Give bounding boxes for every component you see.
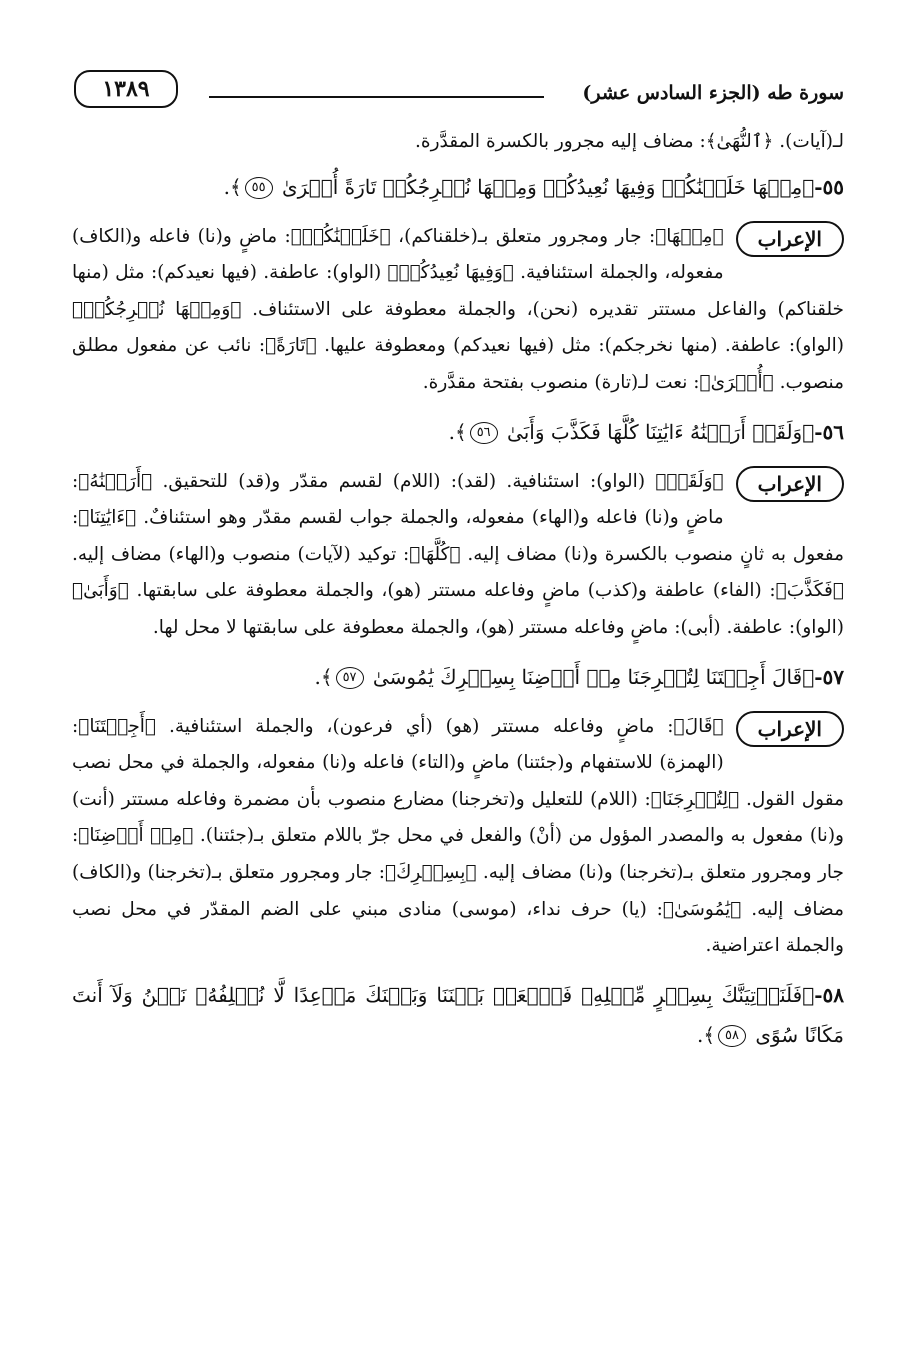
irab-section-55 <box>72 219 844 402</box>
verse-number: ٥٧- <box>814 664 844 689</box>
irab-section-57 <box>72 709 844 965</box>
ayah-number-mark: ٥٧ <box>336 667 364 689</box>
irab-text: ﴿وَلَقَدۡ﴾ (الواو): استئنافية. (لقد): (اللام) لقسم مقدّر و(قد) للتحقيق. ﴿أَرَيۡنَٰهُ﴾: ماضٍ و(نا) فاعله و(الهاء) مفعوله، والجملة جواب لقسم مقدّر وهو استئنافٌ. ﴿ءَايَٰتِنَا﴾: مفعول به ثانٍ منصوب بالكسرة و(نا) مضاف إليه. ﴿كُلَّهَا﴾: توكيد (لآيات) منصوب و(الهاء) مضاف إليه. ﴿فَكَذَّبَ﴾: (الفاء) عاطفة و(كذب) ماضٍ وفاعله مستتر (هو)، والجملة معطوفة على سابقتها. ﴿وَأَبَىٰ﴾ (الواو): عاطفة. (أبى): ماضٍ وفاعله مستتر (هو)، والجملة معطوفة على سابقتها لا محل لها. <box>72 470 844 638</box>
header-rule <box>209 96 544 98</box>
irab-label: الإعراب <box>736 221 844 257</box>
document-page <box>72 62 844 1342</box>
body-text <box>72 124 844 1055</box>
verse-end: ﴾. <box>696 1022 716 1047</box>
irab-label: الإعراب <box>736 711 844 747</box>
page-number-badge: ١٣٨٩ <box>74 70 178 108</box>
ayah-number-mark: ٥٦ <box>470 422 498 444</box>
verse-56 <box>72 412 844 452</box>
ayah-number-mark: ٥٨ <box>718 1025 746 1047</box>
verse-number: ٥٦- <box>814 419 844 444</box>
verse-57 <box>72 657 844 697</box>
intro-line: لـ(آيات). ﴿ٱلنُّهَىٰ﴾: مضاف إليه مجرور بالكسرة المقدَّرة. <box>415 131 844 152</box>
irab-section-56 <box>72 464 844 647</box>
verse-end: ﴾. <box>448 419 467 444</box>
verse-text: ﴿قَالَ أَجِئۡتَنَا لِتُخۡرِجَنَا مِنۡ أَرۡضِنَا بِسِحۡرِكَ يَٰمُوسَىٰ <box>372 664 815 689</box>
verse-number: ٥٥- <box>814 174 844 199</box>
verse-end: ﴾. <box>314 664 333 689</box>
verse-text: ﴿فَلَنَأۡتِيَنَّكَ بِسِحۡرٍ مِّثۡلِهِۦ فَٱجۡعَلۡ بَيۡنَنَا وَبَيۡنَكَ مَوۡعِدًا لَّا نُخۡلِفُهُۥ نَحۡنُ وَلَآ أَنتَ مَكَانًا سُوًى <box>72 982 844 1047</box>
verse-58 <box>72 975 844 1055</box>
header-title: سورة طه (الجزء السادس عشر) <box>582 82 844 104</box>
irab-text: ﴿مِنۡهَا﴾: جار ومجرور متعلق بـ(خلقناكم)، ﴿خَلَقۡنَٰكُمۡ﴾: ماضٍ و(نا) فاعله و(الكاف) مفعوله، والجملة استئنافية. ﴿وَفِيهَا نُعِيدُكُمۡ﴾ (الواو): عاطفة. (فيها نعيدكم): مثل (منها خلقناكم) والفاعل مستتر تقديره (نحن)، والجملة معطوفة على الاستئناف. ﴿وَمِنۡهَا نُخۡرِجُكُمۡ﴾ (الواو): عاطفة. (منها نخرجكم): مثل (فيها نعيدكم) ومعطوفة عليها. ﴿تَارَةً﴾: نائب عن مفعول مطلق منصوب. ﴿أُخۡرَىٰ﴾: نعت لـ(تارة) منصوب بفتحة مقدَّرة. <box>72 225 844 393</box>
verse-text: ﴿وَلَقَدۡ أَرَيۡنَٰهُ ءَايَٰتِنَا كُلَّهَا فَكَذَّبَ وَأَبَىٰ <box>507 419 815 444</box>
verse-end: ﴾. <box>223 174 242 199</box>
page-header <box>72 62 844 124</box>
irab-text: ﴿قَالَ﴾: ماضٍ وفاعله مستتر (هو) (أي فرعون)، والجملة استئنافية. ﴿أَجِئۡتَنَا﴾: (الهمزة) للاستفهام و(جئتنا) ماضٍ و(التاء) فاعله و(نا) مفعوله، والجملة في محل نصب مقول القول. ﴿لِتُخۡرِجَنَا﴾: (اللام) للتعليل و(تخرجنا) مضارع منصوب بأن مضمرة وفاعله مستتر (أنت) و(نا) مفعول به والمصدر المؤول من (أنْ) والفعل في محل جرّ باللام متعلق بـ(جئتنا). ﴿مِنۡ أَرۡضِنَا﴾: جار ومجرور متعلق بـ(تخرجنا) و(نا) مضاف إليه. ﴿بِسِحۡرِكَ﴾: جار ومجرور متعلق بـ(تخرجنا) و(الكاف) مضاف إليه. ﴿يَٰمُوسَىٰ﴾: (يا) حرف نداء، (موسى) منادى مبني على الضم المقدّر في محل نصب والجملة اعتراضية. <box>72 715 844 957</box>
irab-label: الإعراب <box>736 466 844 502</box>
verse-text: ﴿مِنۡهَا خَلَقۡنَٰكُمۡ وَفِيهَا نُعِيدُكُمۡ وَمِنۡهَا نُخۡرِجُكُمۡ تَارَةً أُخۡرَىٰ <box>282 174 815 199</box>
verse-55 <box>72 167 844 207</box>
ayah-number-mark: ٥٥ <box>245 177 273 199</box>
verse-number: ٥٨- <box>814 982 844 1007</box>
